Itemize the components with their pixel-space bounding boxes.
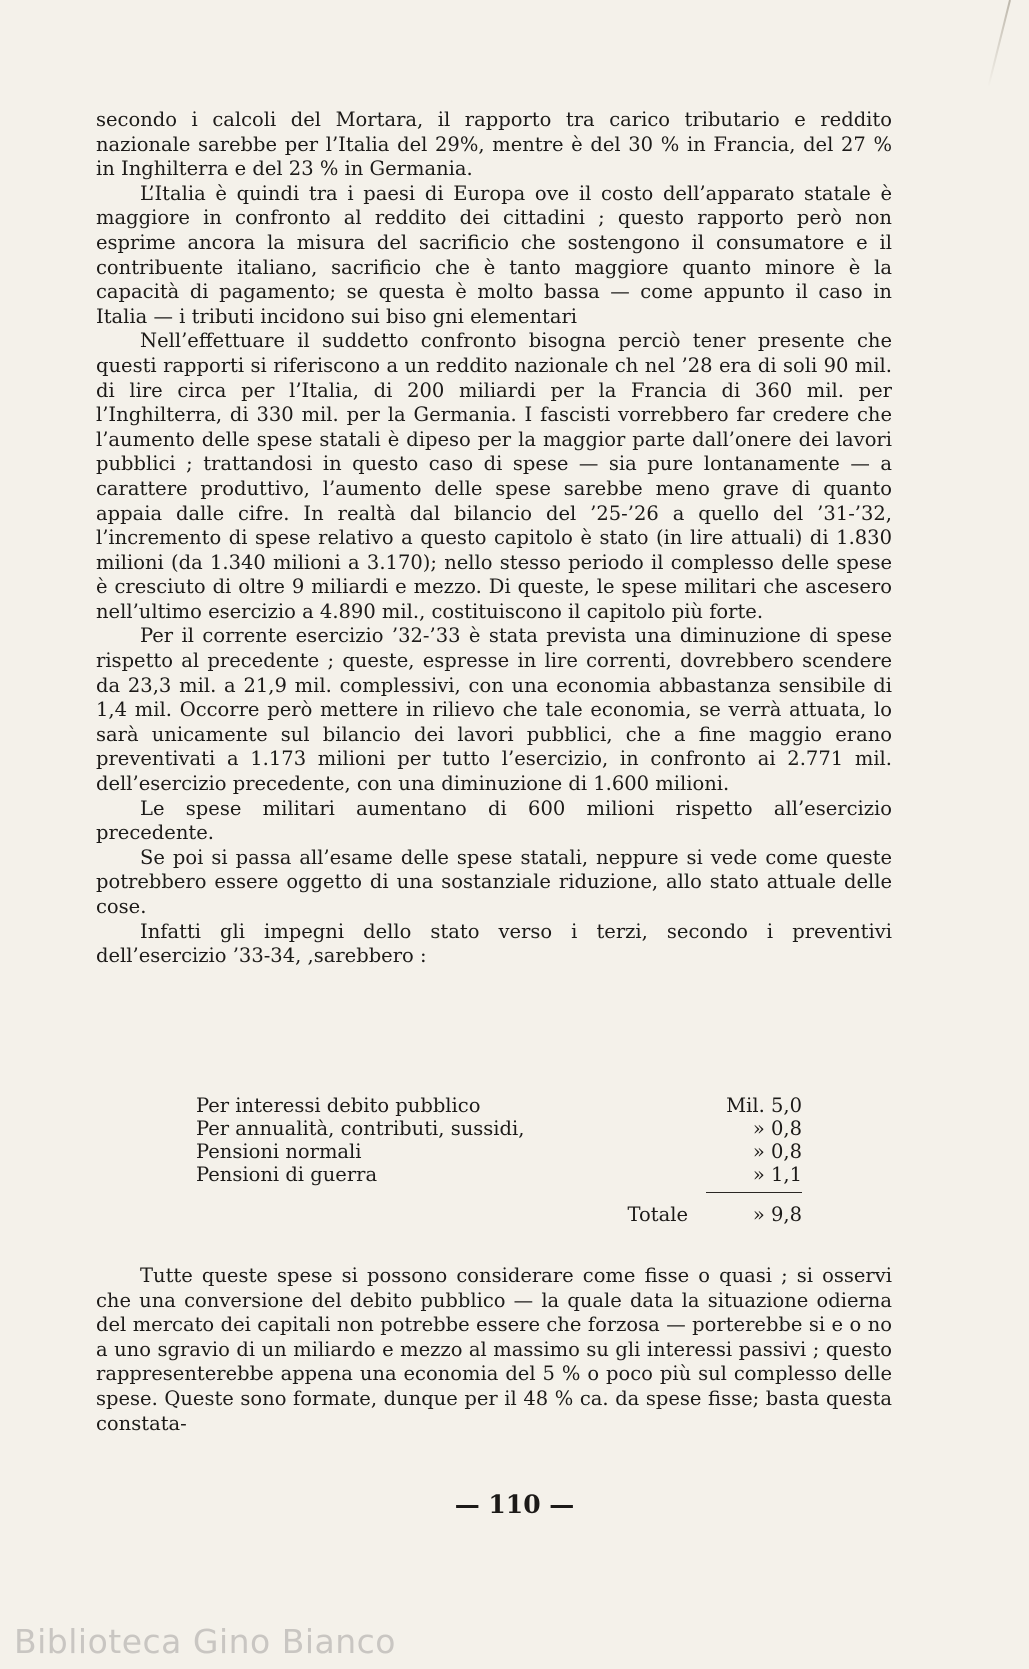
table-row <box>196 1094 802 1117</box>
page-edge <box>987 0 1011 88</box>
library-watermark: Biblioteca Gino Bianco <box>14 1622 396 1661</box>
body-text <box>96 108 892 969</box>
row-label: Per interessi debito pubblico <box>196 1094 481 1117</box>
row-amount: » 0,8 <box>752 1117 802 1140</box>
row-label: Pensioni normali <box>196 1140 362 1163</box>
total-row <box>196 1203 802 1227</box>
total-amount: » 9,8 <box>752 1203 802 1226</box>
row-amount: » 1,1 <box>752 1163 802 1186</box>
row-label: Per annualità, contributi, sussidi, <box>196 1117 525 1140</box>
sum-rule <box>706 1192 802 1193</box>
paragraph-3: Nell’effettuare il suddetto confronto bisogna perciò tener presente che questi rapporti si riferiscono a un reddito nazionale ch nel ’28 era di soli 90 mil. di lire circa per l’Italia, di 200 miliardi per la Francia di 360 mil. per l’Inghilterra, di 330 mil. per la Germania. I fascisti vorrebbero far credere che l’aumento delle spese statali è dipeso per la maggior parte dall’onere dei lavori pubblici ; trattandosi in questo caso di spese — sia pure lontanamente — a carattere produttivo, l’aumento delle spese sarebbe meno grave di quanto appaia dalle cifre. In realtà dal bilancio del ’25-’26 a quello del ’31-’32, l’incremento di spese relativo a questo capitolo è stato (in lire attuali) di 1.830 milioni (da 1.340 milioni a 3.170); nello stesso periodo il complesso delle spese è cresciuto di oltre 9 miliardi e mezzo. Di queste, le spese militari che ascesero nell’ultimo esercizio a 4.890 mil., costituiscono il capitolo più forte. <box>96 329 892 623</box>
paragraph-1: secondo i calcoli del Mortara, il rapporto tra carico tributario e reddito nazionale sarebbe per l’Italia del 29%, mentre è del 30 % in Francia, del 27 % in Inghilterra e del 23 % in Germania. <box>96 108 892 181</box>
table-row <box>196 1140 802 1163</box>
paragraph-7: Infatti gli impegni dello stato verso i terzi, secondo i preventivi dell’esercizio ’33-34, ,sarebbero : <box>96 919 892 968</box>
table-row <box>196 1117 802 1140</box>
row-amount: Mil. 5,0 <box>726 1094 802 1117</box>
paragraph-5: Le spese militari aumentano di 600 milioni rispetto all’esercizio precedente. <box>96 796 892 845</box>
paragraph-6: Se poi si passa all’esame delle spese statali, neppure si vede come queste potrebbero essere oggetto di una sostanziale riduzione, allo stato attuale delle cose. <box>96 845 892 918</box>
paragraph-closing: Tutte queste spese si possono considerare come fisse o quasi ; si osservi che una conversione del debito pubblico — la quale data la situazione odierna del mercato dei capitali non potrebbe essere che forzosa — porterebbe si e o no a uno sgravio di un miliardo e mezzo al massimo su gli interessi passivi ; questo rappresenterebbe appena una economia del 5 % o poco più sul complesso delle spese. Queste sono formate, dunque per il 48 % ca. da spese fisse; basta questa constata- <box>96 1264 892 1435</box>
paragraph-2: L’Italia è quindi tra i paesi di Europa ove il costo dell’apparato statale è maggiore in confronto al reddito dei cittadini ; questo rapporto però non esprime ancora la misura del sacrificio che sostengono il consumatore e il contribuente italiano, sacrificio che è tanto maggiore quanto minore è la capacità di pagamento; se questa è molto bassa — come appunto il caso in Italia — i tributi incidono sui biso gni elementari <box>96 181 892 328</box>
page-number: — 110 — <box>454 1490 575 1519</box>
row-label: Pensioni di guerra <box>196 1163 378 1186</box>
closing-text <box>96 1264 892 1436</box>
expenses-table <box>196 1094 802 1227</box>
total-label: Totale <box>627 1203 688 1226</box>
paragraph-4: Per il corrente esercizio ’32-’33 è stata prevista una diminuzione di spese rispetto al precedente ; queste, espresse in lire correnti, dovrebbero scendere da 23,3 mil. a 21,9 mil. complessivi, con una economia abbastanza sensibile di 1,4 mil. Occorre però mettere in rilievo che tale economia, se verrà attuata, lo sarà unicamente sul bilancio dei lavori pubblici, che a fine maggio erano preventivati a 1.173 milioni per tutto l’esercizio, in confronto ai 2.771 mil. dell’esercizio precedente, con una diminuzione di 1.600 milioni. <box>96 624 892 796</box>
table-row <box>196 1163 802 1186</box>
row-amount: » 0,8 <box>752 1140 802 1163</box>
